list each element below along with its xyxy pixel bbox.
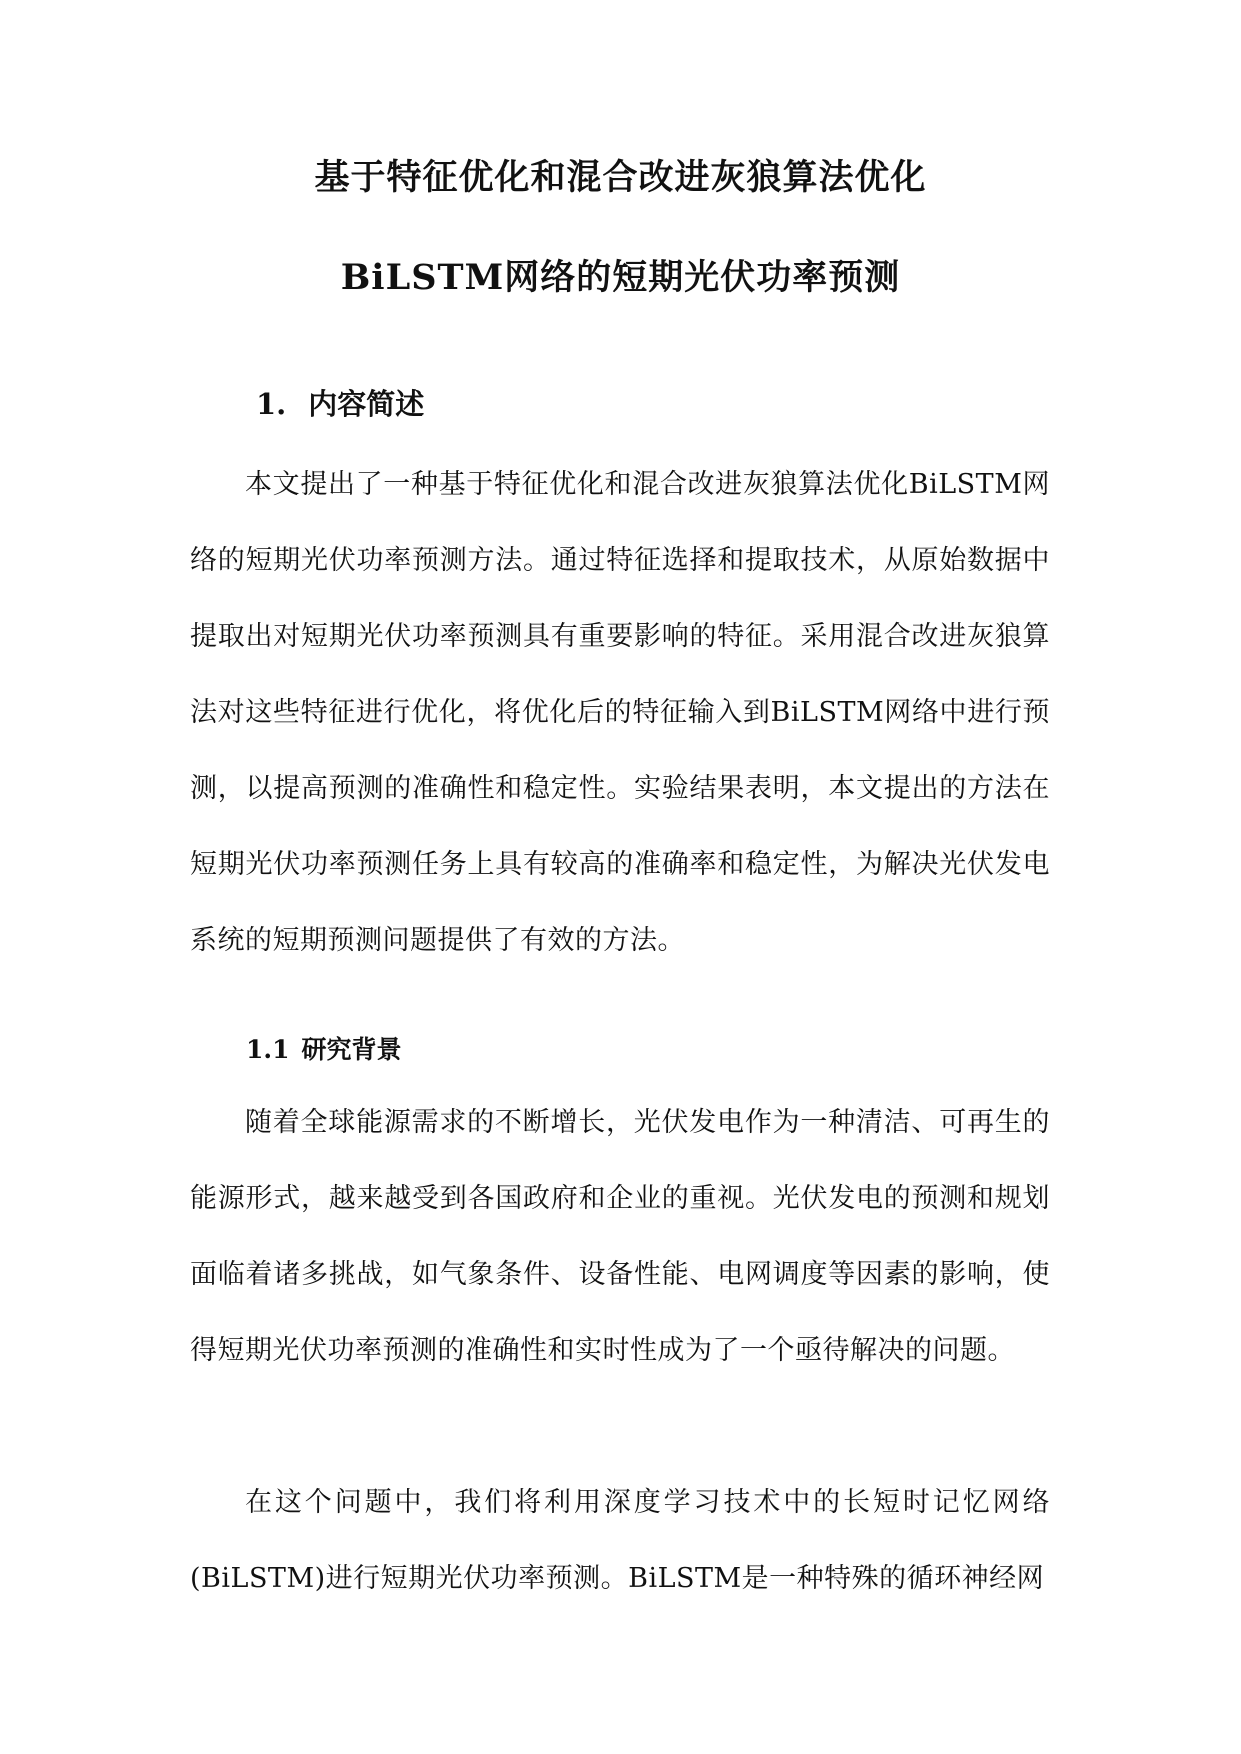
document-title-line-1: 基于特征优化和混合改进灰狼算法优化 bbox=[314, 157, 927, 198]
section-1-paragraph: 本文提出了一种基于特征优化和混合改进灰狼算法优化BiLSTM网络的短期光伏功率预测方法。通过特征选择和提取技术，从原始数据中提取出对短期光伏功率预测具有重要影响的特征。采用混合改进灰狼算法对这些特征进行优化，将优化后的特征输入到BiLSTM网络中进行预测，以提高预测的准确性和稳定性。实验结果表明，本文提出的方法在短期光伏功率预测任务上具有较高的准确率和稳定性，为解决光伏发电系统的短期预测问题提供了有效的方法。 bbox=[190, 469, 1050, 956]
section-1-1-paragraph-1: 随着全球能源需求的不断增长，光伏发电作为一种清洁、可再生的能源形式，越来越受到各国政府和企业的重视。光伏发电的预测和规划面临着诸多挑战，如气象条件、设备性能、电网调度等因素的影响，使得短期光伏功率预测的准确性和实时性成为了一个亟待解决的问题。 bbox=[190, 1107, 1050, 1366]
section-1-1-paragraph-2: 在这个问题中，我们将利用深度学习技术中的长短时记忆网络(BiLSTM)进行短期光伏功率预测。BiLSTM是一种特殊的循环神经网 bbox=[190, 1487, 1050, 1594]
section-1-1-heading bbox=[246, 1030, 402, 1066]
section-1-1-number: 1.1 bbox=[246, 1035, 290, 1064]
section-1-title: 内容简述 bbox=[308, 387, 425, 421]
document-title-line-2: BiLSTM网络的短期光伏功率预测 bbox=[340, 257, 901, 298]
section-1-number: 1. bbox=[256, 387, 287, 421]
section-1-heading bbox=[256, 382, 424, 423]
section-1-1-title: 研究背景 bbox=[301, 1035, 402, 1064]
